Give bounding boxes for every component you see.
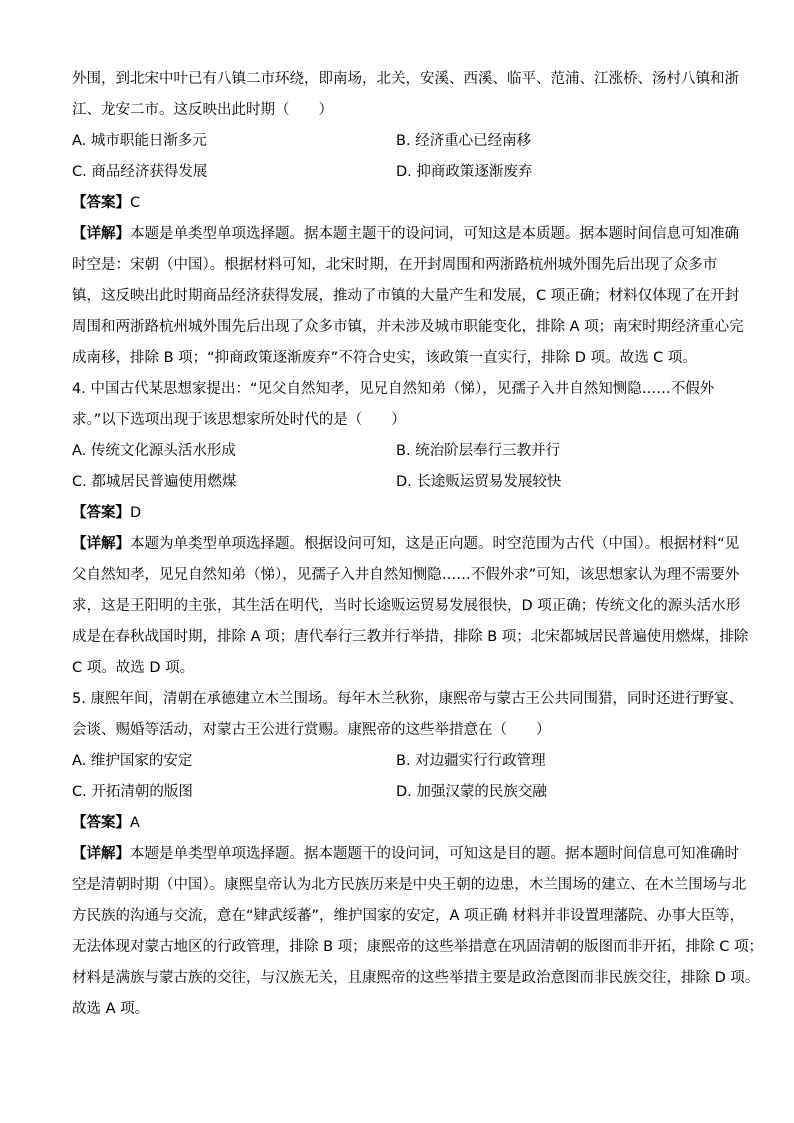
detail-line [72,529,740,560]
stem-line: 5. 康熙年间，清朝在承德建立木兰围场。每年木兰秋狝，康熙帝与蒙古王公共同围猎，同时还进行野宴、 [72,691,743,707]
detail-line: 方民族的沟通与交流，意在“肄武绥蕃”，维护国家的安定，A 项正确 材料并非设置理藩院、办事大臣等， [72,908,745,924]
option-d: D. 长途贩运贸易发展较快 [396,474,562,490]
question-4-stem [72,374,722,436]
detail-tag: 【详解】 [72,846,130,862]
question-4-detail [72,529,749,684]
answer-tag: 【答案】 [72,815,130,831]
detail-text: 本题是单类型单项选择题。据本题题干的设问词，可知这是目的题。据本题时间信息可知准确时 [130,846,739,862]
question-5-detail [72,839,764,1025]
detail-line: 无法体现对蒙古地区的行政管理，排除 B 项；康熙帝的这些举措意在巩固清朝的版图而非开拓，排除 C 项； [72,939,764,955]
option-a: A. 传统文化源头活水形成 [72,443,236,459]
answer-value: C [130,195,141,211]
stem-line: 外围，到北宋中叶已有八镇二市环绕，即南场，北关，安溪、西溪、临平、范浦、江涨桥、汤村八镇和浙 [72,71,739,87]
option-b: B. 对边疆实行行政管理 [396,753,546,769]
question-5-options-row-2 [72,777,722,808]
option-c: C. 都城居民普遍使用燃煤 [72,474,237,490]
detail-line: 成南移，排除 B 项；“抑商政策逐渐废弃”不符合史实，该政策一直实行，排除 D 项。故选 C 项。 [72,350,697,366]
detail-text: 本题是单类型单项选择题。据本题主题干的设问词，可知这是本质题。据本题时间信息可知准确 [130,226,739,242]
stem-line: 会谈、赐婚等活动，对蒙古王公进行赏赐。康熙帝的这些举措意在（ ） [72,722,551,738]
detail-line: 父自然知孝，见兄自然知弟（悌），见孺子入井自然知恻隐……不假外求”可知，该思想家认为理不需要外 [72,567,740,583]
option-d: D. 抑商政策逐渐废弃 [396,164,533,180]
detail-line: 材料是满族与蒙古族的交往，与汉族无关，且康熙帝的这些举措主要是政治意图而非民族交往，排除 D 项。 [72,970,760,986]
detail-line: 周围和两浙路杭州城外围先后出现了众多市镇，并未涉及城市职能变化，排除 A 项；南宋时期经济重心完 [72,319,744,335]
question-3-stem [72,64,739,126]
detail-line: 成是在春秋战国时期，排除 A 项；唐代奉行三教并行举措，排除 B 项；北宋都城居民普遍使用燃煤，排除 [72,629,749,645]
detail-line: 时空是：宋朝（中国）。根据材料可知，北宋时期，在开封周围和两浙路杭州城外围先后出现了众多市 [72,257,718,273]
stem-line: 4. 中国古代某思想家提出：“见父自然知孝，见兄自然知弟（悌），见孺子入井自然知恻隐……不假外 [72,381,715,397]
detail-line [72,219,739,250]
question-3-detail [72,219,744,374]
answer-tag: 【答案】 [72,195,130,211]
question-5-stem [72,684,743,746]
question-5-answer [72,808,722,839]
question-5-options-row-1 [72,746,722,777]
option-c: C. 开拓清朝的版图 [72,784,193,800]
document-page [72,64,764,1025]
detail-tag: 【详解】 [72,226,130,242]
option-c: C. 商品经济获得发展 [72,164,208,180]
option-b: B. 经济重心已经南移 [396,133,532,149]
question-4-options-row-1 [72,436,722,467]
answer-tag: 【答案】 [72,505,130,521]
detail-line: C 项。故选 D 项。 [72,660,195,676]
detail-line: 故选 A 项。 [72,1001,150,1017]
question-3-answer [72,188,722,219]
stem-line: 求。”以下选项出现于该思想家所处时代的是（ ） [72,412,406,428]
answer-value: A [130,815,140,831]
question-4-options-row-2 [72,467,722,498]
detail-text: 本题为单类型单项选择题。根据设问可知，这是正向题。时空范围为古代（中国）。根据材料“见 [130,536,740,552]
option-a: A. 维护国家的安定 [72,753,193,769]
option-b: B. 统治阶层奉行三教并行 [396,443,561,459]
question-3-options-row-2 [72,157,722,188]
option-a: A. 城市职能日渐多元 [72,133,207,149]
question-3-options-row-1 [72,126,722,157]
question-4-answer [72,498,722,529]
detail-line [72,839,739,870]
stem-line: 江、龙安二市。这反映出此时期（ ） [72,102,333,118]
answer-value: D [130,505,142,521]
detail-line: 镇，这反映出此时期商品经济获得发展，推动了市镇的大量产生和发展，C 项正确；材料仅体现了在开封 [72,288,740,304]
detail-line: 空是清朝时期（中国）。康熙皇帝认为北方民族历来是中央王朝的边患，木兰围场的建立、在木兰围场与北 [72,877,747,893]
detail-line: 求，这是王阳明的主张，其生活在明代，当时长途贩运贸易发展很快，D 项正确；传统文化的源头活水形 [72,598,741,614]
detail-tag: 【详解】 [72,536,130,552]
option-d: D. 加强汉蒙的民族交融 [396,784,547,800]
